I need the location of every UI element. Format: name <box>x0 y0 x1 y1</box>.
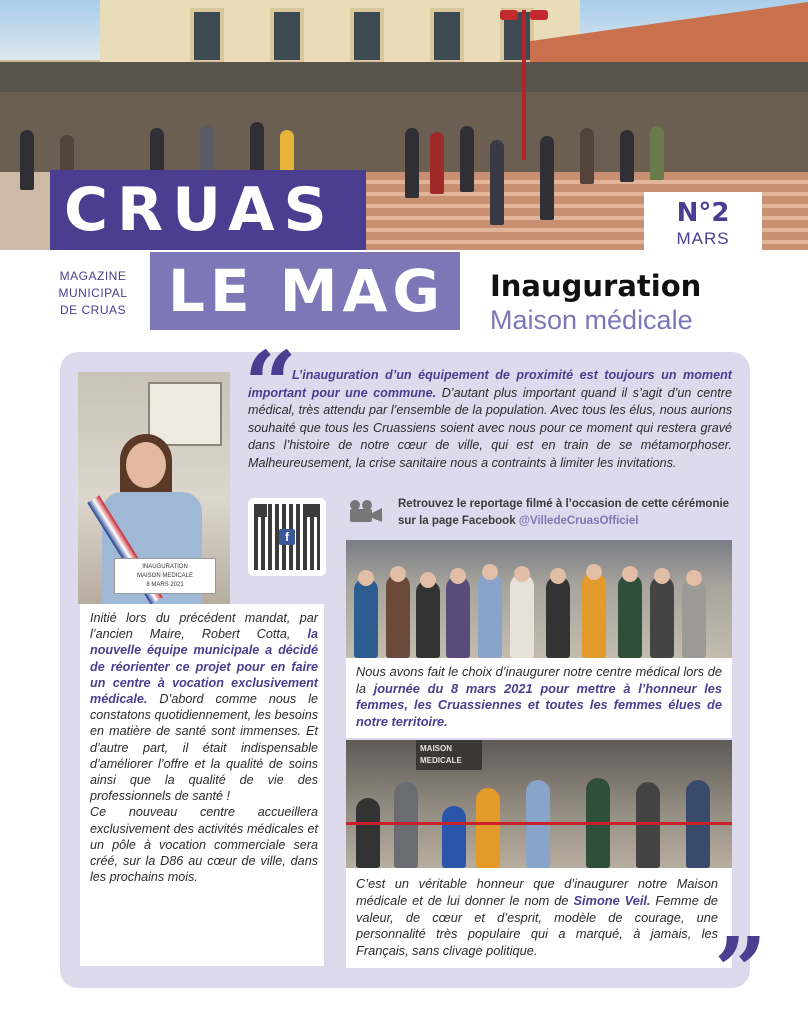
hero-facade <box>0 92 808 172</box>
crowd-person <box>650 126 664 180</box>
group-person <box>510 574 534 658</box>
headline-subtitle: Maison médicale <box>490 305 693 335</box>
ribbon-person <box>476 788 500 868</box>
intro-quote <box>248 367 732 473</box>
hero-window <box>270 8 304 64</box>
intro-body: D’autant plus important quand il s’agit d’un centre médical, très attendu par l’ensemble de la population. Avec tous les élus, nous aurions souhaité que tous les Cruassiens soient avec nous pour ce moment qui restera gravé dans l’histoire de notre cœur de ville, qui est en train de se métamorphoser. Malheureusement, la crise sanitaire nous a contraints à limiter les invitations. <box>248 385 732 470</box>
sign-line: MAISON MEDICALE <box>136 573 193 579</box>
crowd-person <box>620 130 634 182</box>
crowd-person <box>540 136 554 220</box>
ribbon-person <box>356 798 380 868</box>
crowd-person <box>580 128 594 184</box>
logo-le-mag: LE MAG <box>168 257 445 325</box>
headline <box>490 268 790 336</box>
ribbon-sign-line: MAISON <box>420 744 452 753</box>
crowd-person <box>405 128 419 198</box>
ribbon-person <box>636 782 660 868</box>
group-person-head <box>686 570 702 586</box>
left-p1-start: Initié lors du précédent mandat, par l’ancien Maire, Robert Cotta, <box>90 611 318 642</box>
group-person <box>354 578 378 658</box>
street-lamp <box>522 10 526 160</box>
crowd-person <box>430 132 444 194</box>
bottom-text-start: C’est un véritable honneur que d’inaugurer notre Maison médicale et de lui donner le nom de <box>356 876 718 908</box>
qr-pattern <box>254 504 320 570</box>
facebook-handle-link[interactable]: @VilledeCruasOfficiel <box>518 515 639 527</box>
group-person-head <box>586 564 602 580</box>
issue-month: MARS <box>676 229 730 248</box>
headline-title: Inauguration <box>490 269 702 303</box>
middle-text <box>346 658 732 738</box>
sign-line: 8 MARS 2021 <box>146 582 184 588</box>
left-p2: Ce nouveau centre accueillera exclusivement des activités médicales et un pôle à vocation commerciale sera créé, sur la D86 au cœur de ville, dans les prochains mois. <box>90 805 318 885</box>
open-quote-icon: “ <box>244 331 297 439</box>
intro-highlight: L’inauguration d’un équipement de proximité est toujours un moment important pour une commune. <box>248 368 732 400</box>
video-camera-icon <box>348 500 384 522</box>
hero-window <box>350 8 384 64</box>
middle-text-highlight: journée du 8 mars 2021 pour mettre à l’honneur les femmes, les Cruassiennes et toutes les femmes élues de notre territoire. <box>356 680 722 729</box>
ribbon-person <box>394 782 418 868</box>
bottom-text-highlight: Simone Veil. <box>573 892 651 908</box>
hero-window <box>430 8 464 64</box>
maison-medicale-sign <box>416 740 482 770</box>
magazine-subtitle-line: DE CRUAS <box>59 303 126 317</box>
sign-line: INAUGURATION <box>142 564 188 570</box>
left-p1-end: D’abord comme nous le constatons quotidiennement, les besoins en matière de santé sont immenses. Et d’autre part, il était indispensable d’améliorer l’offre et la qualité de soins ainsi que la qualité de vie des professionnels de santé ! <box>90 692 318 804</box>
group-person <box>582 572 606 658</box>
bottom-text <box>346 868 732 968</box>
portrait-face <box>126 442 166 488</box>
video-reportage-text <box>398 496 738 530</box>
group-person-head <box>482 564 498 580</box>
street-lamp-head <box>530 10 548 20</box>
group-person-head <box>390 566 406 582</box>
red-ribbon <box>346 822 732 825</box>
magazine-subtitle-line: MAGAZINE <box>59 269 127 283</box>
magazine-subtitle-line: MUNICIPAL <box>58 286 128 300</box>
group-person-head <box>622 566 638 582</box>
video-text-body: Retrouvez le reportage filmé à l’occasion de cette cérémonie sur la page Facebook <box>398 498 730 527</box>
group-person <box>618 574 642 658</box>
ribbon-person <box>442 806 466 868</box>
issue-badge <box>644 192 762 254</box>
group-person-head <box>358 570 374 586</box>
group-person <box>416 580 440 658</box>
group-person-head <box>514 566 530 582</box>
magazine-subtitle <box>58 268 128 319</box>
left-p1-highlight: la nouvelle équipe municipale a décidé de réorienter ce projet pour en faire un centre à vocation exclusivement médicale. <box>90 627 318 707</box>
facebook-icon: f <box>279 529 295 545</box>
middle-text-start: Nous avons fait le choix d’inaugurer notre centre médical lors de la <box>356 664 722 696</box>
group-photo-women <box>346 540 732 658</box>
ribbon-sign-line: MEDICALE <box>420 756 462 765</box>
group-person <box>386 574 410 658</box>
group-person <box>650 576 674 658</box>
mayor-portrait-photo <box>78 372 230 604</box>
issue-number: N°2 <box>676 198 730 228</box>
portrait-plaque <box>148 382 222 446</box>
street-lamp-head <box>500 10 518 20</box>
logo-cruas: CRUAS <box>64 175 336 245</box>
group-person-head <box>420 572 436 588</box>
crowd-person <box>460 126 474 192</box>
group-person <box>446 576 470 658</box>
hero-window <box>190 8 224 64</box>
group-person <box>478 572 502 658</box>
inauguration-sign <box>114 558 216 594</box>
crowd-person <box>490 140 504 225</box>
group-person <box>546 576 570 658</box>
group-person-head <box>550 568 566 584</box>
group-person-head <box>450 568 466 584</box>
group-person <box>682 578 706 658</box>
facebook-qr-code[interactable] <box>248 498 326 576</box>
close-quote-icon: ” <box>714 917 767 1025</box>
bottom-text-end: Femme de valeur, de cœur et d’esprit, modèle de courage, une personnalité très populaire qui a marqué, à jamais, les Français, sans clivage politique. <box>356 892 718 959</box>
left-column-text <box>80 604 324 966</box>
group-person-head <box>654 568 670 584</box>
hero-canopy <box>0 62 808 92</box>
ribbon-cutting-photo <box>346 740 732 868</box>
crowd-person <box>20 130 34 190</box>
